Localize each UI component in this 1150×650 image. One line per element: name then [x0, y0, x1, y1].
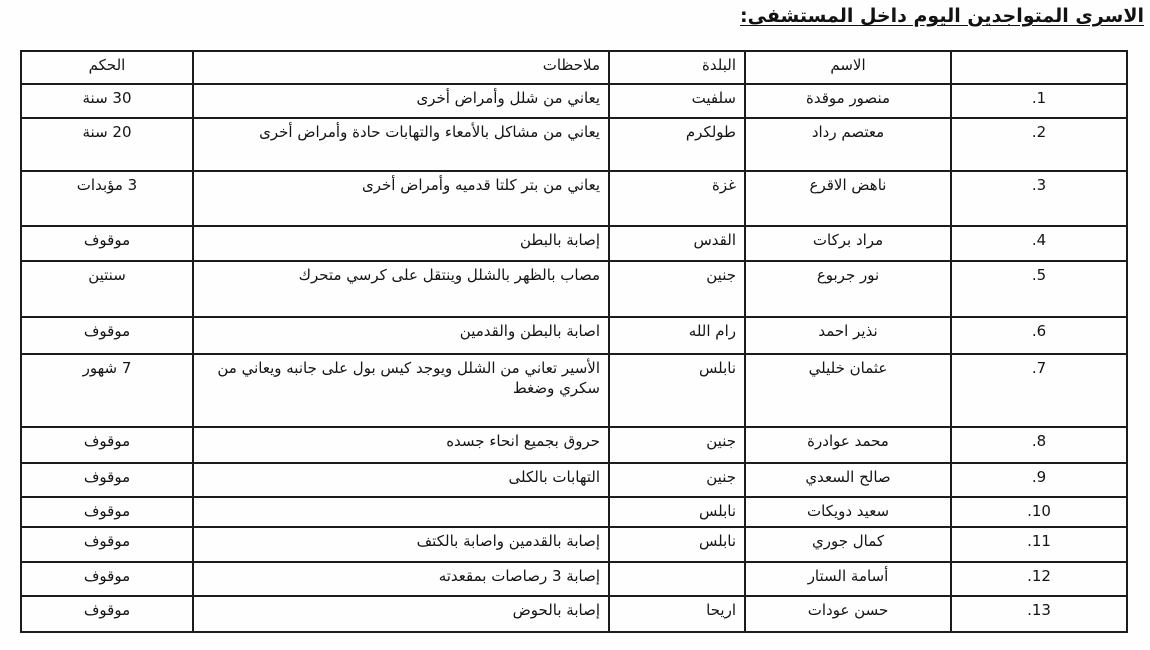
cell-sentence: 3 مؤبدات: [21, 171, 193, 226]
cell-notes: يعاني من شلل وأمراض أخرى: [193, 84, 609, 118]
cell-sentence: موقوف: [21, 463, 193, 497]
cell-town: [609, 562, 745, 596]
header-cell-town: البلدة: [609, 51, 745, 84]
cell-number: .6: [951, 317, 1127, 354]
cell-notes: [193, 497, 609, 527]
cell-sentence: 30 سنة: [21, 84, 193, 118]
prisoners-table: [20, 50, 1128, 633]
cell-number: .3: [951, 171, 1127, 226]
cell-notes: مصاب بالظهر بالشلل وينتقل على كرسي متحرك: [193, 261, 609, 317]
cell-notes: حروق بجميع انحاء جسده: [193, 427, 609, 463]
header-cell-number: [951, 51, 1127, 84]
cell-sentence: موقوف: [21, 427, 193, 463]
cell-name: نور جربوع: [745, 261, 951, 317]
cell-name: عثمان خليلي: [745, 354, 951, 427]
cell-sentence: موقوف: [21, 317, 193, 354]
cell-name: أسامة الستار: [745, 562, 951, 596]
table-row: [21, 84, 1127, 118]
table-row: [21, 497, 1127, 527]
table-row: [21, 118, 1127, 171]
header-cell-sentence: الحكم: [21, 51, 193, 84]
cell-sentence: موقوف: [21, 562, 193, 596]
cell-number: .2: [951, 118, 1127, 171]
cell-name: نذير احمد: [745, 317, 951, 354]
cell-name: حسن عودات: [745, 596, 951, 632]
header-cell-notes: ملاحظات: [193, 51, 609, 84]
table-row: [21, 171, 1127, 226]
cell-number: .4: [951, 226, 1127, 261]
cell-sentence: 20 سنة: [21, 118, 193, 171]
cell-notes: إصابة بالقدمين واصابة بالكتف: [193, 527, 609, 562]
cell-town: جنين: [609, 261, 745, 317]
cell-notes: يعاني من بتر كلتا قدميه وأمراض أخرى: [193, 171, 609, 226]
cell-town: رام الله: [609, 317, 745, 354]
cell-notes: إصابة 3 رصاصات بمقعدته: [193, 562, 609, 596]
table-header: [21, 51, 1127, 84]
cell-sentence: موقوف: [21, 226, 193, 261]
cell-name: سعيد دويكات: [745, 497, 951, 527]
cell-town: اريحا: [609, 596, 745, 632]
cell-notes: إصابة بالبطن: [193, 226, 609, 261]
table-row: [21, 354, 1127, 427]
cell-name: منصور موقدة: [745, 84, 951, 118]
cell-town: جنين: [609, 463, 745, 497]
cell-number: .9: [951, 463, 1127, 497]
header-cell-name: الاسم: [745, 51, 951, 84]
cell-name: محمد عوادرة: [745, 427, 951, 463]
table-row: [21, 596, 1127, 632]
cell-notes: اصابة بالبطن والقدمين: [193, 317, 609, 354]
table-row: [21, 317, 1127, 354]
header-row: [21, 51, 1127, 84]
table-row: [21, 527, 1127, 562]
cell-town: غزة: [609, 171, 745, 226]
cell-sentence: موقوف: [21, 596, 193, 632]
cell-notes: التهابات بالكلى: [193, 463, 609, 497]
table-row: [21, 226, 1127, 261]
table-row: [21, 463, 1127, 497]
cell-sentence: سنتين: [21, 261, 193, 317]
cell-number: .1: [951, 84, 1127, 118]
cell-town: سلفيت: [609, 84, 745, 118]
cell-sentence: 7 شهور: [21, 354, 193, 427]
cell-number: .8: [951, 427, 1127, 463]
cell-town: نابلس: [609, 527, 745, 562]
page-title: الاسرى المتواجدين اليوم داخل المستشفى:: [740, 5, 1144, 27]
cell-notes: يعاني من مشاكل بالأمعاء والتهابات حادة وأمراض أخرى: [193, 118, 609, 171]
cell-town: نابلس: [609, 354, 745, 427]
cell-sentence: موقوف: [21, 527, 193, 562]
cell-town: طولكرم: [609, 118, 745, 171]
cell-number: .11: [951, 527, 1127, 562]
cell-name: كمال جوري: [745, 527, 951, 562]
cell-sentence: موقوف: [21, 497, 193, 527]
table-row: [21, 562, 1127, 596]
cell-town: نابلس: [609, 497, 745, 527]
table-row: [21, 427, 1127, 463]
cell-number: .10: [951, 497, 1127, 527]
table-row: [21, 261, 1127, 317]
cell-number: .13: [951, 596, 1127, 632]
cell-notes: إصابة بالحوض: [193, 596, 609, 632]
cell-notes: الأسير تعاني من الشلل ويوجد كيس بول على جانبه ويعاني من سكري وضغط: [193, 354, 609, 427]
cell-name: معتصم رداد: [745, 118, 951, 171]
cell-town: القدس: [609, 226, 745, 261]
cell-name: ناهض الاقرع: [745, 171, 951, 226]
table-body: [21, 84, 1127, 632]
cell-number: .7: [951, 354, 1127, 427]
cell-name: مراد بركات: [745, 226, 951, 261]
cell-number: .12: [951, 562, 1127, 596]
cell-name: صالح السعدي: [745, 463, 951, 497]
cell-town: جنين: [609, 427, 745, 463]
cell-number: .5: [951, 261, 1127, 317]
